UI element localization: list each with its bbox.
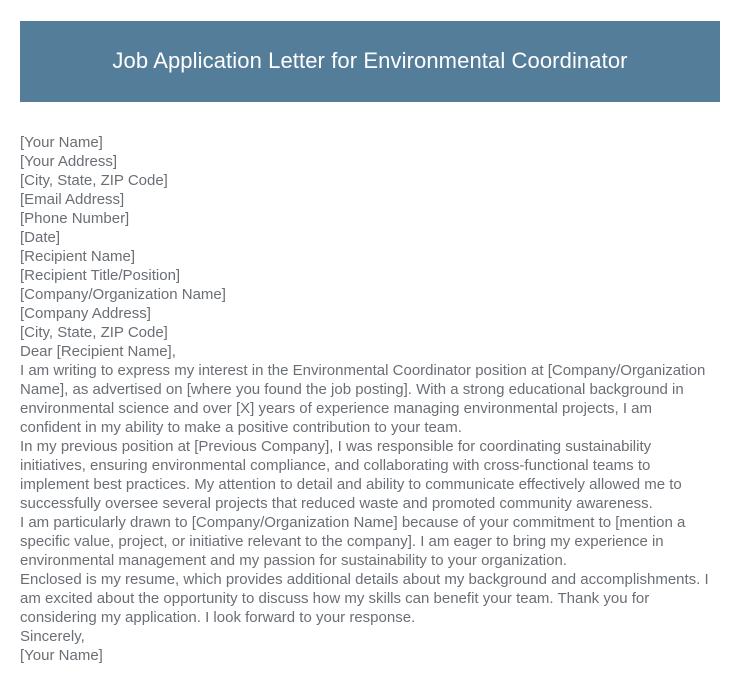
sender-name-line: [Your Name] [20, 134, 103, 151]
recipient-city-state-zip-line: [City, State, ZIP Code] [20, 324, 168, 341]
sender-phone-line: [Phone Number] [20, 210, 130, 227]
page-title: Job Application Letter for Environmental Coordinator [112, 48, 628, 74]
recipient-company-line: [Company/Organization Name] [20, 286, 226, 303]
letter-body [20, 133, 717, 665]
sender-email-line: [Email Address] [20, 191, 125, 208]
closing-line: Sincerely, [20, 628, 85, 645]
letter-paragraph-2: In my previous position at [Previous Company], I was responsible for coordinating sustainability initiatives, ensuring environmental compliance, and collaborating with cross-functional teams to implement best practices. My attention to detail and ability to communicate effectively allowed me to successfully oversee several projects that reduced waste and promoted community awareness. [20, 438, 682, 512]
recipient-title-line: [Recipient Title/Position] [20, 267, 181, 284]
sender-address-line: [Your Address] [20, 153, 118, 170]
document-header-banner [20, 21, 720, 102]
signature-line: [Your Name] [20, 647, 103, 664]
letter-paragraph-3: I am particularly drawn to [Company/Organization Name] because of your commitment to [mention a specific value, project, or initiative relevant to the company]. I am eager to bring my experience in environmental management and my passion for sustainability to your organization. [20, 514, 686, 569]
letter-date-line: [Date] [20, 229, 61, 246]
letter-paragraph-4: Enclosed is my resume, which provides additional details about my background and accomplishments. I am excited about the opportunity to discuss how my skills can benefit your team. Thank you for considering my application. I look forward to your response. [20, 571, 709, 626]
recipient-address-line: [Company Address] [20, 305, 151, 322]
salutation-line: Dear [Recipient Name], [20, 343, 176, 360]
letter-paragraph-1: I am writing to express my interest in the Environmental Coordinator position at [Company/Organization Name], as advertised on [where you found the job posting]. With a strong educational background in environmental science and over [X] years of experience managing environmental projects, I am confident in my ability to make a positive contribution to your team. [20, 362, 706, 436]
recipient-name-line: [Recipient Name] [20, 248, 136, 265]
sender-city-state-zip-line: [City, State, ZIP Code] [20, 172, 168, 189]
